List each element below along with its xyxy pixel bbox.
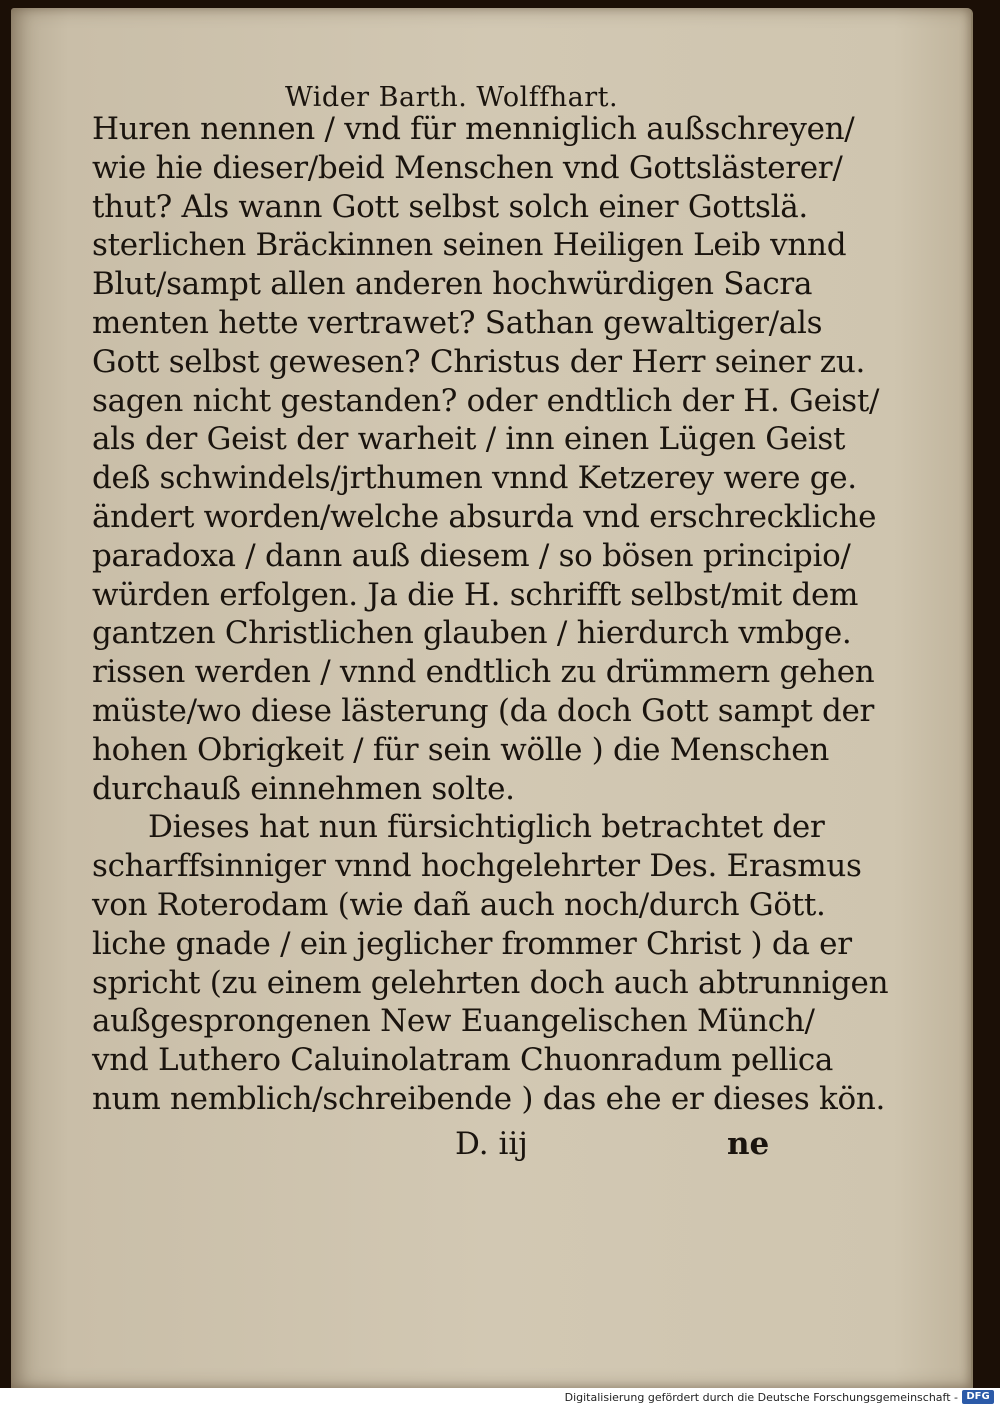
text-line: deß schwindels/jrthumen vnnd Ketzerey were ge. (92, 460, 857, 497)
text-line: würden erfolgen. Ja die H. schrifft selbst/mit dem (92, 576, 859, 613)
text-line: gantzen Christlichen glauben / hierdurch vmbge. (92, 615, 852, 652)
catchword: ne (727, 1126, 770, 1162)
text-line: liche gnade / ein jeglicher frommer Christ ) da er (92, 925, 852, 962)
text-line: menten hette vertrawet? Sathan gewaltiger/als (92, 304, 823, 341)
text-line: müste/wo diese lästerung (da doch Gott sampt der (92, 692, 875, 729)
text-line: num nemblich/schreibende ) das ehe er dieses kön. (92, 1080, 886, 1117)
text-line: spricht (zu einem gelehrten doch auch abtrunnigen (92, 964, 889, 1001)
text-line: Gott selbst gewesen? Christus der Herr seiner zu. (92, 343, 866, 380)
text-line: wie hie dieser/beid Menschen vnd Gottslästerer/ (92, 149, 843, 186)
text-line: sagen nicht gestanden? oder endtlich der H. Geist/ (92, 382, 880, 419)
text-line: außgesprongenen New Euangelischen Münch/ (92, 1003, 815, 1040)
text-line: von Roterodam (wie dañ auch noch/durch Gött. (92, 886, 826, 923)
footer-credit: Digitalisierung gefördert durch die Deutsche Forschungsgemeinschaft - (564, 1391, 958, 1404)
body-text (92, 110, 889, 1119)
text-line: rissen werden / vnnd endtlich zu drümmern gehen (92, 654, 875, 691)
text-line: ändert worden/welche absurda vnd erschreckliche (92, 498, 877, 535)
text-line: thut? Als wann Gott selbst solch einer Gottslä. (92, 188, 808, 225)
text-line: Blut/sampt allen anderen hochwürdigen Sacra (92, 266, 813, 303)
running-head: Wider Barth. Wolffhart. (285, 82, 619, 113)
dfg-logo: DFG (962, 1390, 994, 1404)
text-line: Huren nennen / vnd für menniglich außschreyen/ (92, 111, 855, 147)
text-line: durchauß einnehmen solte. (92, 770, 515, 807)
text-line: als der Geist der warheit / inn einen Lügen Geist (92, 421, 846, 458)
paragraph-start-line: Dieses hat nun fürsichtiglich betrachtet der (148, 809, 825, 846)
text-line: paradoxa / dann auß diesem / so bösen principio/ (92, 537, 851, 574)
text-line: vnd Luthero Caluinolatram Chuonradum pellica (92, 1042, 834, 1079)
text-line: scharffsinniger vnnd hochgelehrter Des. Erasmus (92, 848, 862, 885)
text-line: hohen Obrigkeit / für sein wölle ) die Menschen (92, 731, 829, 768)
text-line: sterlichen Bräckinnen seinen Heiligen Leib vnnd (92, 227, 847, 264)
signature-mark: D. iij (455, 1126, 528, 1162)
